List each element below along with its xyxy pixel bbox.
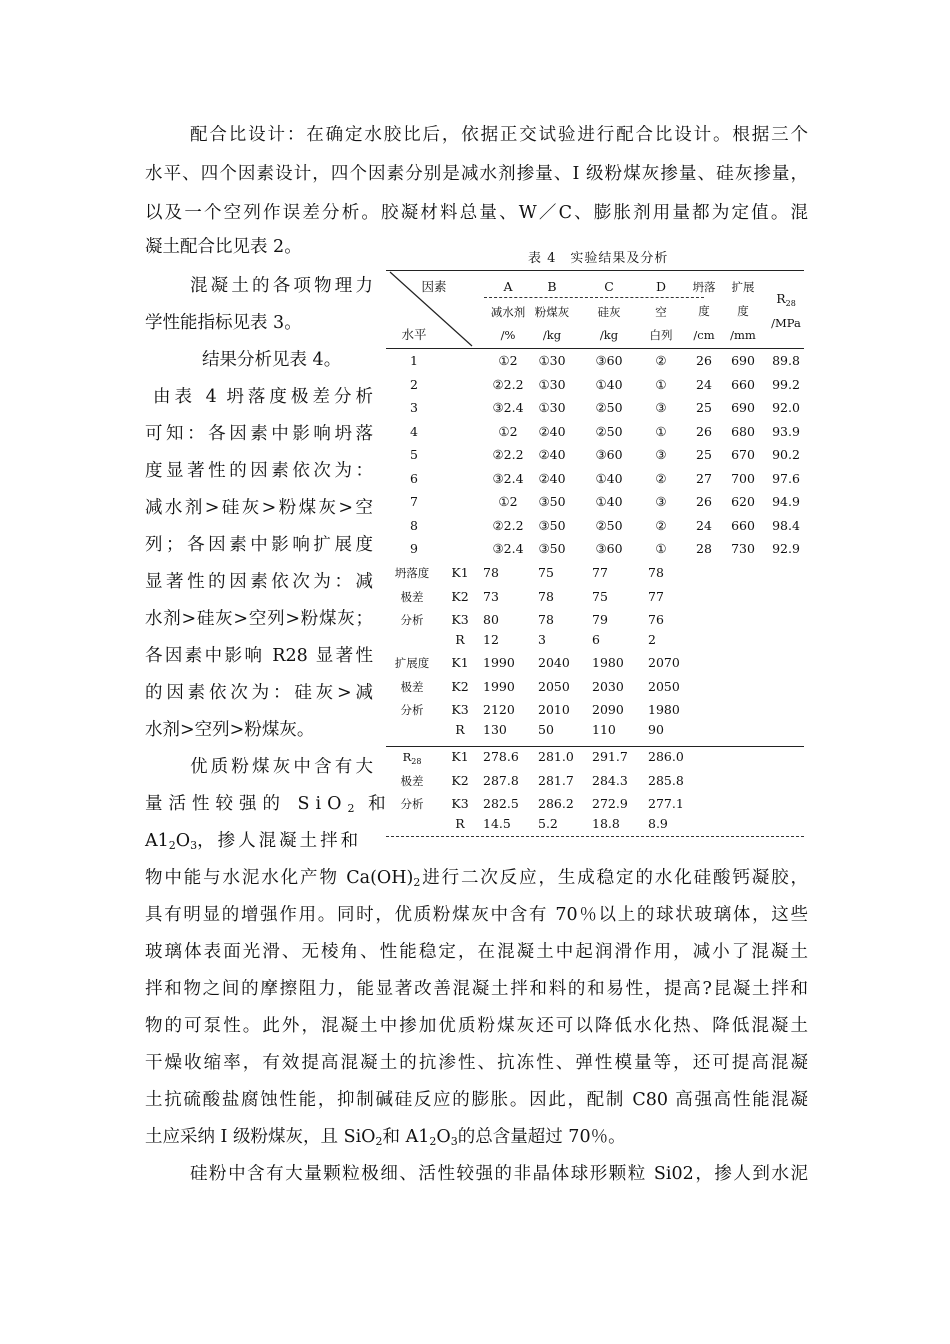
cell-d: ② <box>655 517 667 533</box>
cell-a: ③2.4 <box>492 400 524 415</box>
table-bottom-rule <box>386 836 804 837</box>
slump-header: 坍落 <box>692 280 716 294</box>
text-line: 显著性的因素依次为：减 <box>145 572 373 592</box>
cell-a: ①2 <box>498 353 518 368</box>
text-line <box>145 1127 626 1147</box>
spread-header: 扩展 <box>731 280 755 294</box>
cell-spread: 690 <box>731 400 755 415</box>
analysis-value: 2030 <box>592 678 624 694</box>
row-level: 2 <box>410 376 418 392</box>
analysis-value: 90 <box>648 721 664 737</box>
cell-d: ① <box>655 376 667 392</box>
text-fragment: 量活性较强的 SiO <box>145 794 348 814</box>
analysis-value: 5.2 <box>538 815 558 831</box>
cell-spread: 690 <box>731 353 755 368</box>
row-level: 1 <box>410 353 418 368</box>
cell-slump: 24 <box>696 517 712 533</box>
r28-unit: /MPa <box>771 316 801 330</box>
cell-r28: 98.4 <box>772 517 800 533</box>
r28-header: $R_{28}$ <box>776 291 796 308</box>
cell-spread: 700 <box>731 470 755 486</box>
cell-spread: 680 <box>731 423 755 439</box>
factor-name: 空 <box>655 305 667 319</box>
analysis-value: 76 <box>648 612 664 627</box>
analysis-label: 扩展度 <box>394 656 430 670</box>
analysis-key: K1 <box>451 565 469 580</box>
analysis-value: 2040 <box>538 655 570 670</box>
text-fragment: 物中能与水泥水化产物 Ca(OH) <box>145 868 414 888</box>
subscript: 2 <box>429 1135 437 1148</box>
cell-c: ②50 <box>595 517 623 533</box>
text-line: 混凝土的各项物理力 <box>190 276 373 296</box>
cell-spread: 660 <box>731 517 755 533</box>
analysis-value: 1990 <box>483 678 515 694</box>
cell-slump: 27 <box>696 470 712 486</box>
factor-header: D <box>655 279 667 294</box>
analysis-value: 286.0 <box>648 749 684 764</box>
text-line: 优质粉煤灰中含有大 <box>190 757 373 777</box>
factor-unit: /% <box>500 328 516 342</box>
cell-a: ③2.4 <box>492 470 524 486</box>
analysis-value: 272.9 <box>592 796 628 811</box>
cell-a: ①2 <box>498 494 518 509</box>
text-line: 由表 4 坍落度极差分析 <box>153 387 373 407</box>
spread-header: /mm <box>730 328 756 342</box>
text-line: 水平、四个因素设计，四个因素分别是减水剂掺量、I 级粉煤灰掺量、硅灰掺量， <box>145 164 808 184</box>
text-line: 凝土配合比见表 2。 <box>145 237 302 257</box>
cell-spread: 670 <box>731 447 755 462</box>
cell-b: ②40 <box>538 470 566 486</box>
analysis-value: 278.6 <box>483 749 519 764</box>
cell-slump: 26 <box>696 353 712 368</box>
cell-d: ③ <box>655 447 667 462</box>
text-line: 减水剂>硅灰>粉煤灰>空 <box>145 498 373 518</box>
cell-c: ③60 <box>595 541 623 556</box>
text-line: 可知：各因素中影响坍落 <box>145 424 373 444</box>
text-fragment: 和 A1 <box>382 1127 430 1147</box>
analysis-value: 285.8 <box>648 772 684 788</box>
cell-r28: 99.2 <box>772 376 800 392</box>
analysis-value: 282.5 <box>483 796 519 811</box>
subscript: 2 <box>168 839 176 852</box>
cell-b: ③50 <box>538 494 566 509</box>
analysis-value: 18.8 <box>592 815 620 831</box>
text-line: 拌和物之间的摩擦阻力，能显著改善混凝土拌和料的和易性，提高?昆凝土拌和 <box>145 979 808 999</box>
cell-d: ① <box>655 541 667 556</box>
cell-spread: 620 <box>731 494 755 509</box>
analysis-value: 77 <box>648 588 664 604</box>
analysis-value: 1980 <box>648 702 680 717</box>
analysis-value: 287.8 <box>483 772 519 788</box>
row-level: 4 <box>410 423 418 439</box>
cell-b: ③50 <box>538 517 566 533</box>
cell-slump: 24 <box>696 376 712 392</box>
analysis-value: 2 <box>648 631 656 647</box>
analysis-value: 75 <box>538 565 554 580</box>
analysis-value: 12 <box>483 631 499 647</box>
text-line: 水剂>硅灰>空列>粉煤灰； <box>145 609 373 629</box>
cell-a: ③2.4 <box>492 541 524 556</box>
text-fragment: 进行二次反应，生成稳定的水化硅酸钙凝胶， <box>420 868 808 888</box>
analysis-value: 284.3 <box>592 772 628 788</box>
cell-c: ②50 <box>595 400 623 415</box>
analysis-value: 3 <box>538 631 546 647</box>
cell-a: ①2 <box>498 423 518 439</box>
cell-b: ②40 <box>538 447 566 462</box>
text-line: 玻璃体表面光滑、无棱角、性能稳定，在混凝土中起润滑作用，减小了混凝土 <box>145 942 808 962</box>
factor-unit: /kg <box>542 328 562 342</box>
text-line: 物的可泵性。此外，混凝土中掺加优质粉煤灰还可以降低水化热、降低混凝土 <box>145 1016 808 1036</box>
row-level: 7 <box>410 494 418 509</box>
analysis-label: 分析 <box>400 613 424 627</box>
subscript: 28 <box>785 299 796 308</box>
text-fragment: 的总含量超过 70％。 <box>457 1127 626 1147</box>
cell-a: ②2.2 <box>492 376 524 392</box>
analysis-value: 78 <box>538 588 554 604</box>
text-fragment: ，掺人混凝土拌和 <box>197 831 362 851</box>
text-line: 具有明显的增强作用。同时，优质粉煤灰中含有 70％以上的球状玻璃体，这些 <box>145 905 808 925</box>
factor-unit: /kg <box>599 328 619 342</box>
analysis-value: 291.7 <box>592 749 628 764</box>
analysis-value: 8.9 <box>648 815 668 831</box>
text-fragment: O <box>436 1127 451 1147</box>
analysis-value: 78 <box>483 565 499 580</box>
cell-b: ③50 <box>538 541 566 556</box>
cell-slump: 26 <box>696 494 712 509</box>
table-title: 表 4 实验结果及分析 <box>528 251 669 266</box>
analysis-key: K1 <box>451 749 469 764</box>
analysis-key: K2 <box>451 772 469 788</box>
factor-name: 粉煤灰 <box>534 305 570 319</box>
analysis-value: 2070 <box>648 655 680 670</box>
cell-r28: 92.9 <box>772 541 800 556</box>
cell-d: ③ <box>655 400 667 415</box>
analysis-value: 73 <box>483 588 499 604</box>
analysis-value: 2010 <box>538 702 570 717</box>
analysis-key: R <box>455 815 465 831</box>
cell-b: ①30 <box>538 400 566 415</box>
analysis-label: 分析 <box>400 797 424 811</box>
subscript: 3 <box>450 1135 458 1148</box>
text-fragment: 和 <box>368 794 386 814</box>
cell-d: ③ <box>655 494 667 509</box>
analysis-label: 极差 <box>400 679 424 694</box>
header-dashed-rule <box>484 297 704 298</box>
corner-factor-label: 因素 <box>421 279 447 294</box>
cell-r28: 93.9 <box>772 423 800 439</box>
cell-spread: 660 <box>731 376 755 392</box>
text-line: 以及一个空列作误差分析。胶凝材料总量、W／C、膨胀剂用量都为定值。混 <box>145 203 808 223</box>
text-line: 度显著性的因素依次为： <box>145 461 373 481</box>
subscript: 28 <box>411 757 422 766</box>
analysis-value: 2120 <box>483 702 515 717</box>
cell-b: ②40 <box>538 423 566 439</box>
analysis-value: 78 <box>538 612 554 627</box>
spread-header: 度 <box>737 304 749 318</box>
cell-slump: 28 <box>696 541 712 556</box>
row-level: 9 <box>410 541 418 556</box>
analysis-value: 110 <box>592 721 616 737</box>
corner-level-label: 水平 <box>401 327 427 342</box>
cell-r28: 97.6 <box>772 470 800 486</box>
row-level: 3 <box>410 400 418 415</box>
factor-header: B <box>547 279 557 294</box>
row-level: 8 <box>410 517 418 533</box>
analysis-key: R <box>455 721 465 737</box>
analysis-key: K3 <box>451 796 469 811</box>
row-level: 5 <box>410 447 418 462</box>
analysis-value: 281.7 <box>538 772 574 788</box>
text-line: 各因素中影响 R28 显著性 <box>145 646 373 666</box>
analysis-value: 50 <box>538 721 554 737</box>
analysis-value: 6 <box>592 631 600 647</box>
analysis-value: 14.5 <box>483 815 511 831</box>
analysis-value: 2050 <box>648 678 680 694</box>
cell-slump: 26 <box>696 423 712 439</box>
cell-d: ② <box>655 353 667 368</box>
factor-header: A <box>503 279 513 294</box>
cell-d: ② <box>655 470 667 486</box>
text-line <box>145 831 361 851</box>
cell-c: ③60 <box>595 447 623 462</box>
subscript: 3 <box>190 839 198 852</box>
factor-unit: 白列 <box>649 328 673 342</box>
analysis-key: R <box>455 631 465 647</box>
subscript: 2 <box>413 876 421 889</box>
analysis-value: 1980 <box>592 655 624 670</box>
analysis-value: 79 <box>592 612 608 627</box>
text-line: 土抗硫酸盐腐蚀性能，抑制碱硅反应的膨胀。因此，配制 C80 高强高性能混凝 <box>145 1090 808 1110</box>
cell-b: ①30 <box>538 353 566 368</box>
analysis-value: 1990 <box>483 655 515 670</box>
analysis-value: 75 <box>592 588 608 604</box>
cell-c: ②50 <box>595 423 623 439</box>
cell-slump: 25 <box>696 400 712 415</box>
analysis-value: 80 <box>483 612 499 627</box>
text-fragment: A1 <box>145 831 169 851</box>
subscript: 2 <box>347 802 355 815</box>
text-line: 配合比设计：在确定水胶比后，依据正交试验进行配合比设计。根据三个 <box>190 125 808 145</box>
row-level: 6 <box>410 470 418 486</box>
text-line: 学性能指标见表 3。 <box>145 313 302 333</box>
analysis-key: K2 <box>451 678 469 694</box>
analysis-key: K3 <box>451 612 469 627</box>
analysis-label: 分析 <box>400 703 424 717</box>
analysis-value: 286.2 <box>538 796 574 811</box>
analysis-value: 277.1 <box>648 796 684 811</box>
cell-c: ③60 <box>595 353 623 368</box>
cell-r28: 89.8 <box>772 353 800 368</box>
cell-r28: 94.9 <box>772 494 800 509</box>
paragraph-3: 硅粉中含有大量颗粒极细、活性较强的非晶体球形颗粒 Si02，掺人到水泥 <box>190 1164 808 1184</box>
analysis-key: K1 <box>451 655 469 670</box>
cell-c: ①40 <box>595 470 623 486</box>
analysis-label: 极差 <box>400 589 424 604</box>
text-line: 水剂>空列>粉煤灰。 <box>145 720 315 740</box>
factor-name: 硅灰 <box>597 305 621 319</box>
analysis-key: K2 <box>451 588 469 604</box>
analysis-value: 78 <box>648 565 664 580</box>
results-table <box>386 270 804 840</box>
cell-c: ①40 <box>595 494 623 509</box>
cell-b: ①30 <box>538 376 566 392</box>
cell-r28: 90.2 <box>772 447 800 462</box>
text-line: 列；各因素中影响扩展度 <box>145 535 373 555</box>
cell-r28: 92.0 <box>772 400 800 415</box>
analysis-value: 77 <box>592 565 608 580</box>
cell-slump: 25 <box>696 447 712 462</box>
cell-c: ①40 <box>595 376 623 392</box>
analysis-value: 130 <box>483 721 507 737</box>
cell-a: ②2.2 <box>492 517 524 533</box>
analysis-value: 281.0 <box>538 749 574 764</box>
subscript: 2 <box>375 1135 383 1148</box>
analysis-label: 坍落度 <box>394 566 430 580</box>
analysis-label: $R_{28}$ <box>402 750 422 766</box>
cell-a: ②2.2 <box>492 447 524 462</box>
text-line: 干燥收缩率，有效提高混凝土的抗渗性、抗冻性、弹性模量等，还可提高混凝 <box>145 1053 808 1073</box>
cell-spread: 730 <box>731 541 755 556</box>
section-rule <box>386 746 804 747</box>
slump-header: /cm <box>693 328 715 342</box>
text-line: 结果分析见表 4。 <box>202 350 342 370</box>
factor-header: C <box>604 279 614 294</box>
factor-name: 减水剂 <box>490 305 526 319</box>
analysis-value: 2050 <box>538 678 570 694</box>
text-fragment: 土应采纳 I 级粉煤灰，且 SiO <box>145 1127 376 1147</box>
analysis-key: K3 <box>451 702 469 717</box>
text-line: 的因素依次为：硅灰>减 <box>145 683 373 703</box>
analysis-value: 2090 <box>592 702 624 717</box>
cell-d: ① <box>655 423 667 439</box>
text-fragment: O <box>175 831 191 851</box>
analysis-label: 极差 <box>400 773 424 788</box>
text-line <box>145 868 808 888</box>
text-line <box>145 794 386 815</box>
slump-header: 度 <box>698 304 710 318</box>
